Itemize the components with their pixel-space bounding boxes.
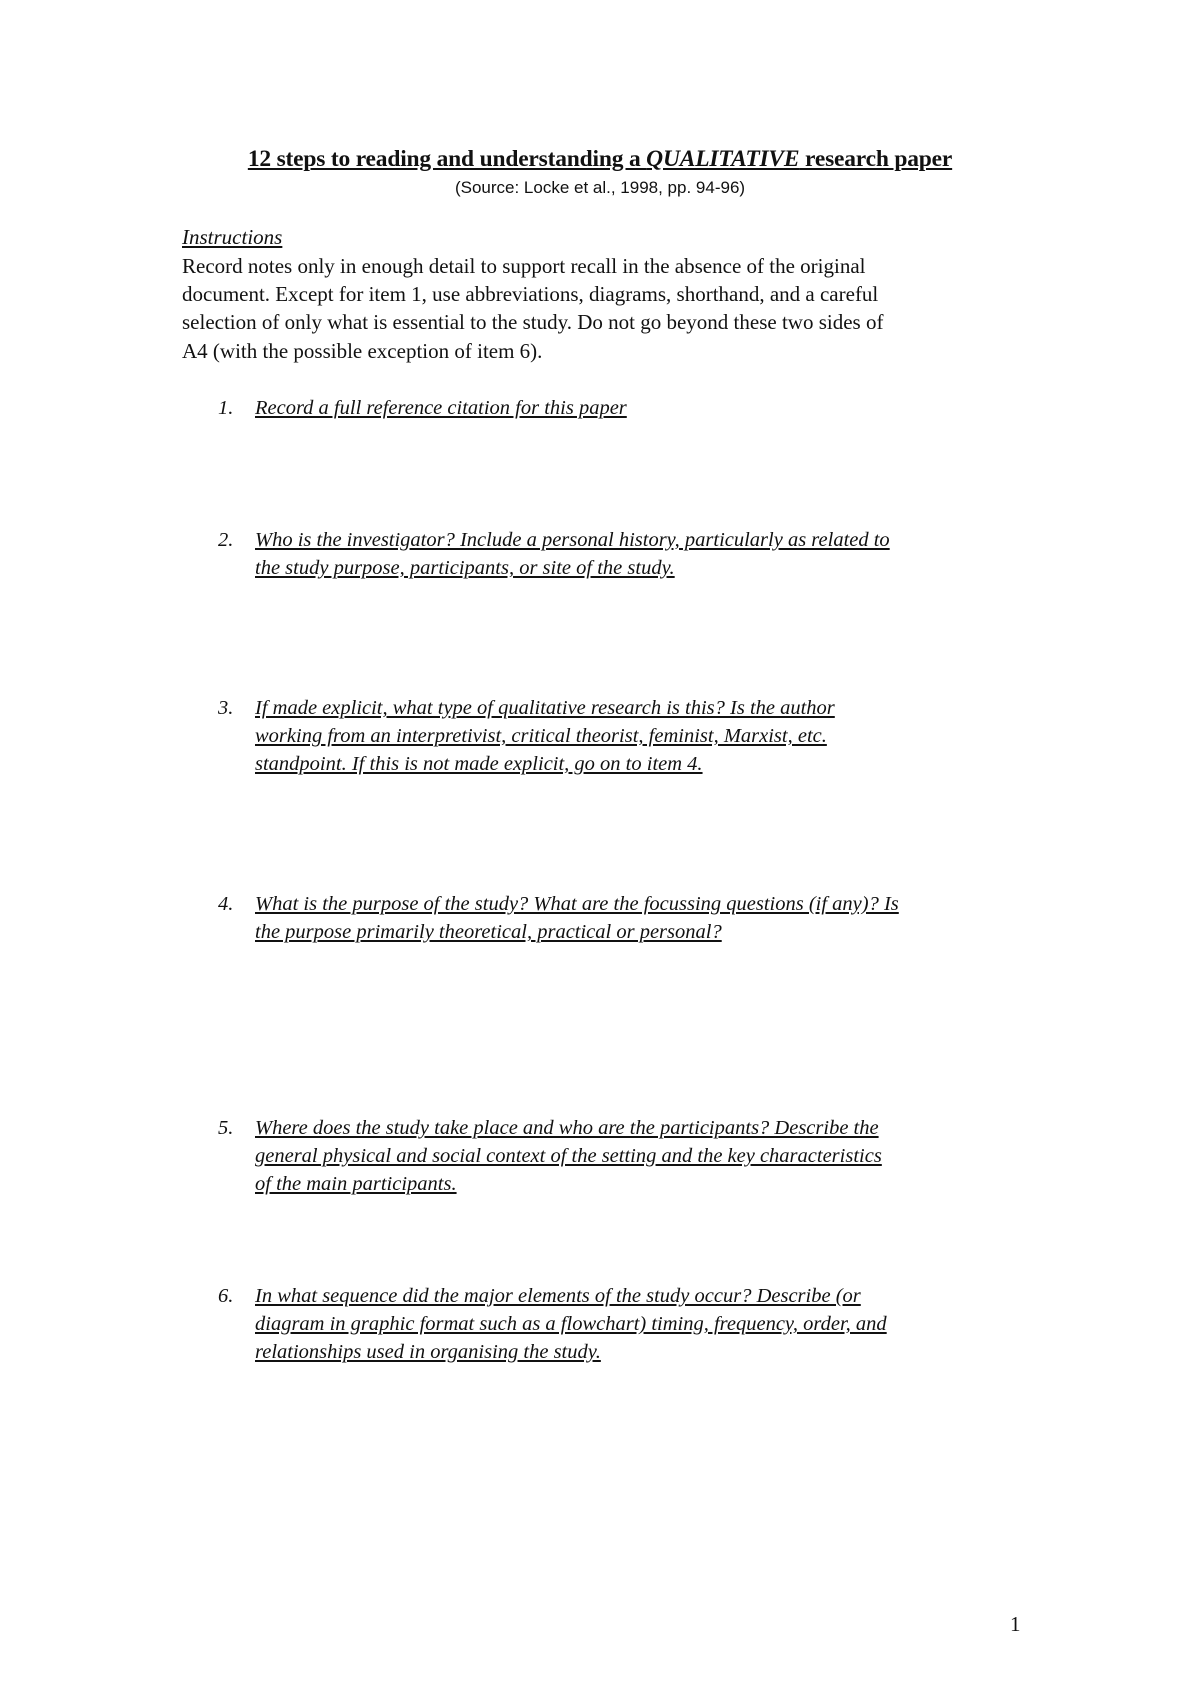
- title-suffix: research paper: [799, 146, 953, 172]
- item-number: 4.: [218, 893, 234, 915]
- item-text: [255, 394, 1055, 422]
- instructions-line: A4 (with the possible exception of item 6).: [182, 338, 543, 363]
- source-citation: (Source: Locke et al., 1998, pp. 94-96): [454, 178, 746, 197]
- item-line: the purpose primarily theoretical, practical or personal?: [255, 921, 722, 943]
- item-text: [255, 526, 1055, 582]
- item-line: general physical and social context of the setting and the key characteristics: [255, 1145, 882, 1167]
- title-emphasis: QUALITATIVE: [646, 146, 800, 172]
- item-text: [255, 1282, 1055, 1366]
- item-line: Record a full reference citation for this paper: [255, 397, 627, 419]
- title-prefix: 12 steps to reading and understanding a: [247, 146, 647, 172]
- item-number: 3.: [218, 697, 234, 719]
- item-line: Where does the study take place and who are the participants? Describe the: [255, 1117, 879, 1139]
- item-line: In what sequence did the major elements of the study occur? Describe (or: [255, 1285, 861, 1307]
- instructions-line: Record notes only in enough detail to support recall in the absence of the original: [182, 254, 866, 278]
- item-line: working from an interpretivist, critical theorist, feminist, Marxist, etc.: [255, 725, 827, 747]
- item-line: If made explicit, what type of qualitative research is this? Is the author: [255, 697, 835, 719]
- item-text: [255, 890, 1055, 946]
- page-number: 1: [1010, 1612, 1021, 1636]
- item-number: 5.: [218, 1117, 234, 1139]
- item-line: of the main participants.: [255, 1173, 457, 1195]
- instructions-heading: Instructions: [182, 225, 283, 249]
- item-number: 6.: [218, 1285, 234, 1307]
- item-text: [255, 694, 1055, 778]
- item-text: [255, 1114, 1055, 1198]
- item-line: the study purpose, participants, or site of the study.: [255, 557, 675, 579]
- item-line: Who is the investigator? Include a personal history, particularly as related to: [255, 529, 890, 551]
- instructions-line: selection of only what is essential to the study. Do not go beyond these two sides of: [182, 310, 884, 335]
- item-line: standpoint. If this is not made explicit, go on to item 4.: [255, 753, 703, 775]
- item-line: relationships used in organising the study.: [255, 1341, 601, 1363]
- item-line: diagram in graphic format such as a flowchart) timing, frequency, order, and: [255, 1313, 887, 1335]
- document-title: [0, 146, 1200, 173]
- instructions-body: [182, 252, 1022, 365]
- instructions-line: document. Except for item 1, use abbreviations, diagrams, shorthand, and a careful: [182, 282, 879, 307]
- item-line: What is the purpose of the study? What are the focussing questions (if any)? Is: [255, 893, 899, 915]
- item-number: 2.: [218, 529, 234, 551]
- item-number: 1.: [218, 397, 234, 419]
